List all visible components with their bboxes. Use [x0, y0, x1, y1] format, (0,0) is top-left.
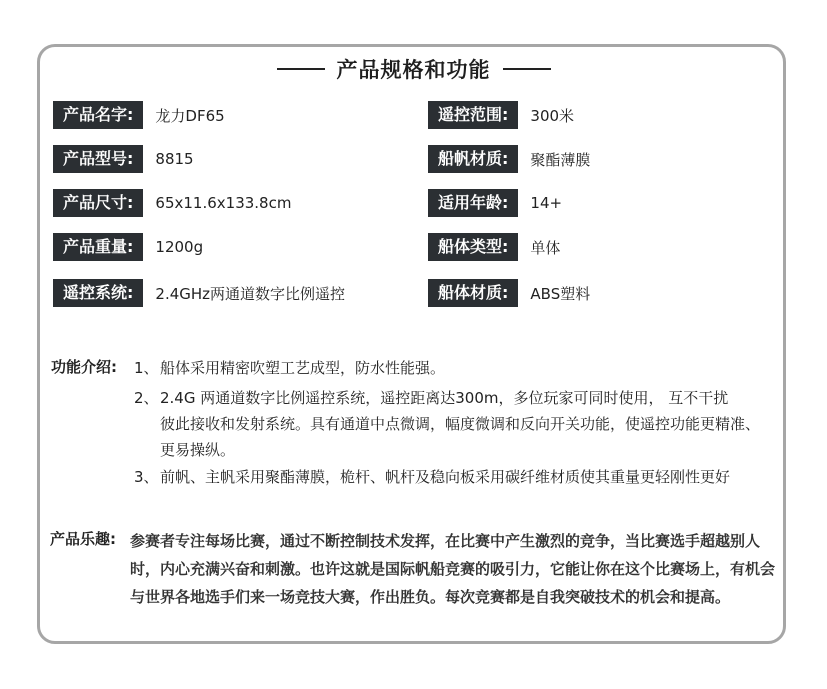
- spec-row-name: [53, 101, 225, 129]
- spec-value: 2.4GHz两通道数字比例遥控: [155, 284, 346, 303]
- feature-item: [134, 355, 774, 381]
- spec-value: ABS塑料: [530, 284, 591, 303]
- spec-value: 单体: [530, 238, 561, 257]
- spec-label: 遥控系统:: [53, 279, 143, 307]
- feature-item: [134, 385, 774, 463]
- spec-row-sail-material: [428, 145, 590, 173]
- title-rule-right: [503, 68, 551, 70]
- fun-label: 产品乐趣:: [50, 530, 116, 548]
- feature-text-continued: 彼此接收和发射系统。具有通道中点微调，幅度微调和反向开关功能，使遥控功能更精准、更易操纵。: [160, 415, 761, 459]
- feature-text: 前帆、主帆采用聚酯薄膜，桅杆、帆杆及稳向板采用碳纤维材质使其重量更轻刚性更好: [160, 468, 731, 486]
- spec-row-size: [53, 189, 291, 217]
- spec-value: 65x11.6x133.8cm: [155, 194, 292, 212]
- spec-label: 产品名字:: [53, 101, 143, 129]
- feature-text: 船体采用精密吹塑工艺成型，防水性能强。: [160, 359, 446, 377]
- spec-label: 产品尺寸:: [53, 189, 143, 217]
- spec-row-model: [53, 145, 194, 173]
- fun-text: 参赛者专注每场比赛，通过不断控制技术发挥，在比赛中产生激烈的竞争，当比赛选手超越别人时，内心充满兴奋和刺激。也许这就是国际帆船竞赛的吸引力，它能让你在这个比赛场上，有机会与世界各地选手们来一场竞技大赛，作出胜负。每次竞赛都是自我突破技术的机会和提高。: [130, 532, 776, 606]
- spec-label: 遥控范围:: [428, 101, 518, 129]
- spec-label: 船帆材质:: [428, 145, 518, 173]
- spec-row-hull-material: [428, 279, 590, 307]
- spec-row-weight: [53, 233, 203, 261]
- feature-item: [134, 464, 784, 490]
- feature-num: 2、: [134, 389, 159, 407]
- page-title: 产品规格和功能: [336, 58, 491, 82]
- feature-text: 2.4G 两通道数字比例遥控系统，遥控距离达300m，多位玩家可同时使用， 互不干扰: [160, 389, 729, 407]
- spec-row-age: [428, 189, 562, 217]
- features-label: 功能介绍:: [51, 358, 117, 376]
- spec-value: 聚酯薄膜: [530, 150, 591, 169]
- spec-label: 产品重量:: [53, 233, 143, 261]
- spec-row-hull-type: [428, 233, 560, 261]
- spec-row-remote-range: [428, 101, 574, 129]
- spec-value: 14+: [530, 194, 563, 212]
- spec-row-remote-system: [53, 279, 345, 307]
- spec-label: 适用年龄:: [428, 189, 518, 217]
- feature-num: 1、: [134, 359, 159, 377]
- spec-value: 龙力DF65: [155, 106, 225, 125]
- spec-label: 船体类型:: [428, 233, 518, 261]
- spec-value: 1200g: [155, 238, 204, 256]
- spec-label: 船体材质:: [428, 279, 518, 307]
- spec-value: 8815: [155, 150, 194, 168]
- title-row: [0, 54, 827, 84]
- title-rule-left: [277, 68, 325, 70]
- feature-num: 3、: [134, 468, 159, 486]
- spec-label: 产品型号:: [53, 145, 143, 173]
- spec-value: 300米: [530, 106, 575, 125]
